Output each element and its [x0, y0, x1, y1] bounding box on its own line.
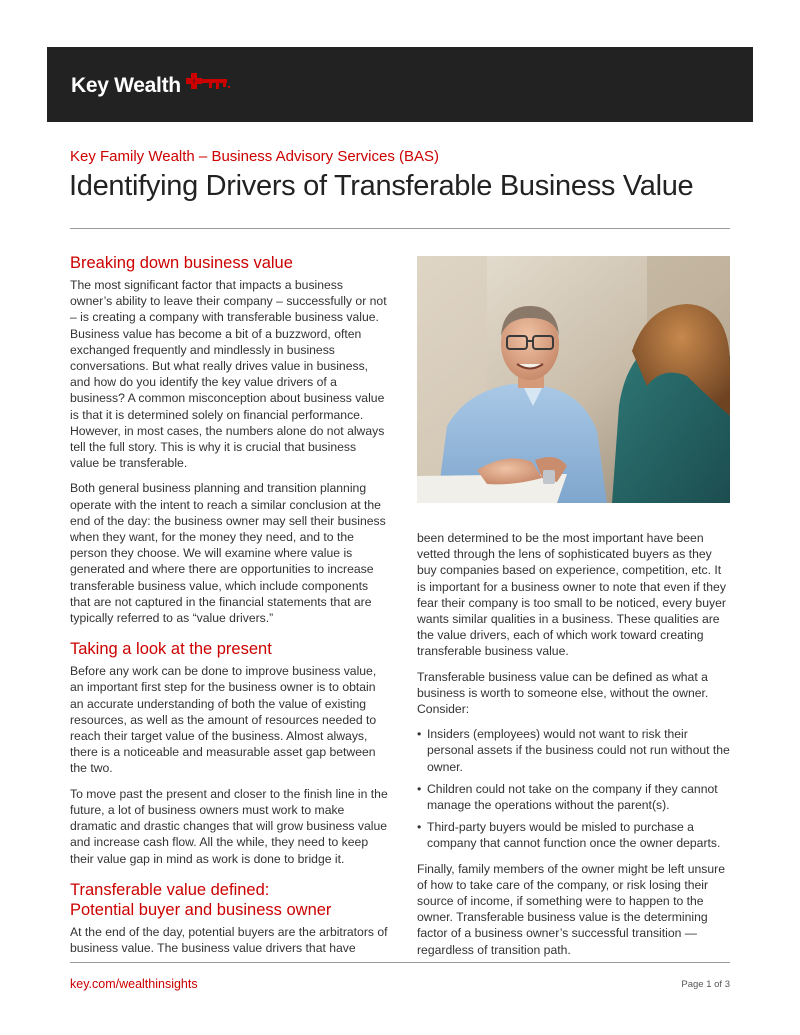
list-item	[417, 819, 732, 851]
paragraph: The most significant factor that impacts a business owner’s ability to leave their company – successfully or not – is creating a company with transferable business value. Business value has become a bit of a buzzword, often exchanged frequently and mindlessly in business conversations. But what really drives value in business, and how do you identify the key value drivers of a business? A common misconception about business value is that it is determined solely on financial performance. However, in most cases, the numbers alone do not always tell the full story. This is why it is crucial that business value be transferable.	[70, 278, 387, 471]
bullet-list	[417, 726, 732, 851]
section-heading-breaking-down: Breaking down business value	[70, 254, 293, 272]
paragraph: At the end of the day, potential buyers are the arbitrators of business value. The business value drivers that have	[70, 924, 388, 955]
paragraph: been determined to be the most important have been vetted through the lens of sophisticated buyers as they buy companies based on experience, competition, etc. It is important for a business owner to note that even if they fear their company is too small to be noticed, every buyer wants similar qualities in a business. These qualities are the value drivers, each of which work toward creating transferable business value.	[417, 531, 726, 659]
list-item-text: Children could not take on the company if they cannot manage the operations without the parent(s).	[427, 781, 718, 813]
list-item	[417, 781, 732, 813]
brand-name: Key Wealth	[71, 73, 181, 97]
page-number: Page 1 of 3	[681, 979, 730, 990]
paragraph: Before any work can be done to improve business value, an important first step for the business owner is to obtain an accurate understanding of both the value of existing resources, as well as the amount of resources needed to reach their target value of the business. Almost always, there is a noticeable and measurable asset gap between the two.	[70, 664, 377, 776]
bottom-divider	[70, 962, 730, 963]
section-heading-transferable	[70, 880, 388, 920]
right-column	[417, 530, 732, 967]
heading-line: Potential buyer and business owner	[70, 900, 332, 919]
bullet-icon: •	[417, 820, 422, 835]
heading-line: Transferable value defined:	[70, 880, 270, 899]
page-title: Identifying Drivers of Transferable Business Value	[69, 170, 694, 202]
section-heading-present: Taking a look at the present	[70, 640, 272, 659]
key-icon	[185, 71, 231, 98]
header-bar	[47, 47, 753, 122]
paragraph: Finally, family members of the owner might be left unsure of how to take care of the company, or risk losing their source of income, if something were to happen to the owner. Transferable business value is the determining factor of a business owner’s successful transition — regardless of transition path.	[417, 861, 725, 957]
paragraph: Both general business planning and transition planning operate with the intent to reach a similar conclusion at the end of the day: the business owner may sell their business when they want, for the money they need, and to the person they choose. We will examine where value is generated and where there are opportunities to increase transferable business value, which include components that are not captured in the financial statements that are typically referred to as “value drivers.”	[70, 481, 386, 626]
brand-logo[interactable]	[71, 73, 231, 98]
left-column	[70, 253, 388, 965]
list-item-text: Insiders (employees) would not want to risk their personal assets if the business could not run without the owner.	[427, 727, 730, 774]
bullet-icon: •	[417, 727, 422, 742]
bullet-icon: •	[417, 781, 422, 796]
paragraph: To move past the present and closer to the finish line in the future, a lot of business owners must work to make dramatic and drastic changes that will grow business value and increase cash flow. All the while, they need to keep their value gap in mind as work is done to bridge it.	[70, 786, 388, 866]
advisor-photo	[417, 256, 730, 503]
paragraph: Transferable business value can be defined as what a business is worth to someone else, without the owner. Consider:	[417, 669, 709, 717]
footer-link[interactable]: key.com/wealthinsights	[70, 977, 198, 991]
list-item-text: Third-party buyers would be misled to purchase a company that cannot function once the owner departs.	[427, 820, 721, 851]
top-divider	[70, 228, 730, 229]
list-item	[417, 726, 732, 775]
eyebrow: Key Family Wealth – Business Advisory Services (BAS)	[70, 148, 440, 165]
